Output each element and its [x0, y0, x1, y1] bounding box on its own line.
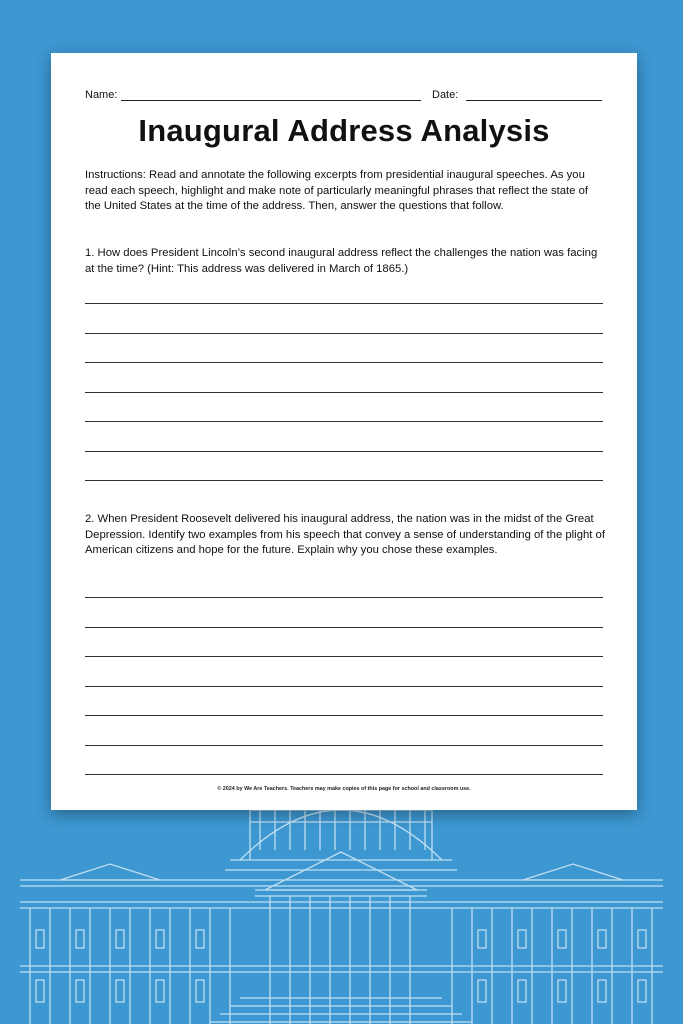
answer-line[interactable] [85, 451, 603, 452]
answer-line[interactable] [85, 392, 603, 393]
answer-line[interactable] [85, 774, 603, 775]
copyright-footer: © 2024 by We Are Teachers. Teachers may make copies of this page for school and classroom use. [217, 786, 471, 792]
name-label: Name: [85, 89, 118, 101]
page-title: Inaugural Address Analysis [138, 113, 550, 148]
header-row [85, 89, 603, 103]
answer-line[interactable] [85, 362, 603, 363]
question-1-text: 1. How does President Lincoln’s second inaugural address reflect the challenges the nation was facing at the time? (Hint: This address was delivered in March of 1865.) [85, 247, 598, 275]
worksheet-page [51, 53, 637, 810]
instructions-text: Instructions: Read and annotate the following excerpts from presidential inaugural speeches. As you read each speech, highlight and make note of particularly meaningful phrases that reflect the state of the United States at the time of the address. Then, answer the questions that follow. [85, 169, 589, 212]
answer-line[interactable] [85, 303, 603, 304]
answer-line[interactable] [85, 715, 603, 716]
answer-line[interactable] [85, 656, 603, 657]
date-field-line[interactable] [466, 100, 602, 101]
answer-line[interactable] [85, 686, 603, 687]
answer-line[interactable] [85, 745, 603, 746]
answer-line[interactable] [85, 333, 603, 334]
name-field-line[interactable] [121, 100, 421, 101]
question-2-text: 2. When President Roosevelt delivered his inaugural address, the nation was in the midst of the Great Depression. Identify two examples from his speech that convey a sense of understanding of the plight of American citizens and hope for the future. Explain why you chose these examples. [85, 513, 605, 556]
capitol-building-icon [0, 790, 683, 1024]
answer-line[interactable] [85, 597, 603, 598]
answer-line[interactable] [85, 421, 603, 422]
answer-line[interactable] [85, 627, 603, 628]
answer-line[interactable] [85, 480, 603, 481]
date-label: Date: [432, 89, 459, 101]
